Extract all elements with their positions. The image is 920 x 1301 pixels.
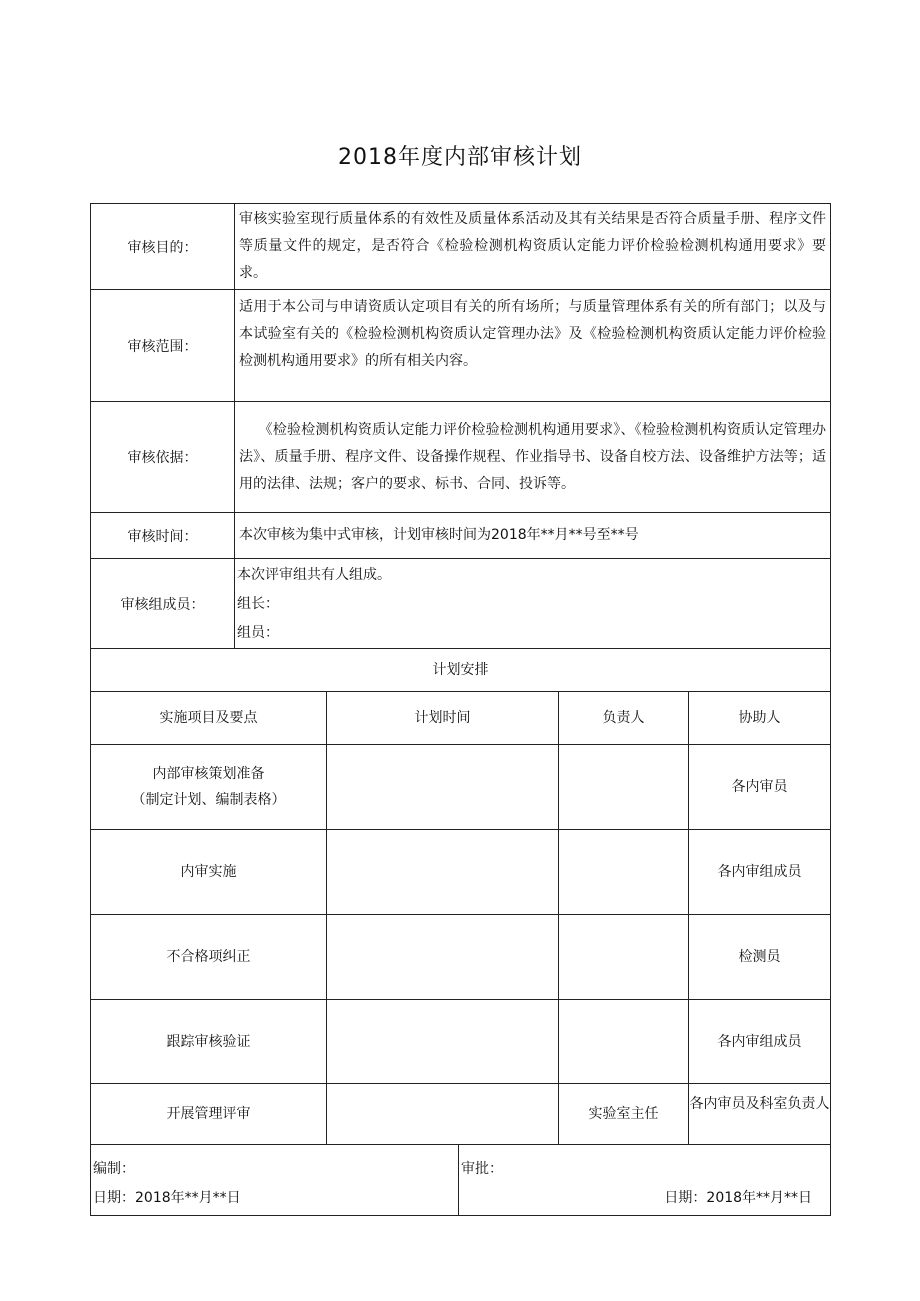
plan-row (91, 1084, 831, 1145)
purpose-text: 审核实验室现行质量体系的有效性及质量体系活动及其有关结果是否符合质量手册、程序文件等质量文件的规定，是否符合《检验检测机构资质认定能力评价检验检测机构通用要求》要求。 (235, 204, 831, 290)
approved-cell (459, 1145, 831, 1216)
time-text: 本次审核为集中式审核，计划审核时间为2018年**月**号至**号 (235, 513, 831, 559)
plan-time (327, 830, 559, 915)
plan-time (327, 745, 559, 830)
plan-owner (559, 915, 689, 1000)
approved-date: 日期：2018年**月**日 (664, 1190, 813, 1206)
page-title: 2018年度内部审核计划 (338, 145, 582, 170)
plan-owner: 实验室主任 (559, 1084, 689, 1145)
plan-time (327, 1000, 559, 1084)
plan-item (91, 745, 327, 830)
time-label: 审核时间： (91, 513, 235, 559)
prepared-date: 日期：2018年**月**日 (93, 1190, 241, 1206)
plan-time (327, 915, 559, 1000)
signature-row (91, 1145, 831, 1216)
prepared-cell (91, 1145, 459, 1216)
approved-label: 审批： (461, 1161, 503, 1177)
members-leader: 组长： (237, 596, 279, 612)
basis-text: 《检验检测机构资质认定能力评价检验检测机构通用要求》、《检验检测机构资质认定管理办法》、质量手册、程序文件、设备操作规程、作业指导书、设备自校方法、设备维护方法等；适用的法律、法规；客户的要求、标书、合同、投诉等。 (235, 402, 831, 513)
purpose-label: 审核目的： (91, 204, 235, 290)
plan-time (327, 1084, 559, 1145)
plan-row (91, 915, 831, 1000)
plan-item-subtitle: （制定计划、编制表格） (131, 792, 286, 808)
scope-text: 适用于本公司与申请资质认定项目有关的所有场所；与质量管理体系有关的所有部门；以及与本试验室有关的《检验检测机构资质认定管理办法》及《检验检测机构资质认定能力评价检验检测机构通用要求》的所有相关内容。 (235, 290, 831, 402)
plan-item: 不合格项纠正 (91, 915, 327, 1000)
col-header-assistant: 协助人 (689, 692, 831, 745)
col-header-item: 实施项目及要点 (91, 692, 327, 745)
plan-heading-row (91, 649, 831, 692)
plan-owner (559, 745, 689, 830)
plan-row (91, 830, 831, 915)
plan-assistant: 各内审员 (689, 745, 831, 830)
time-row (91, 513, 831, 559)
plan-owner (559, 830, 689, 915)
plan-item: 开展管理评审 (91, 1084, 327, 1145)
plan-heading: 计划安排 (91, 649, 831, 692)
scope-label: 审核范围： (91, 290, 235, 402)
plan-row (91, 745, 831, 830)
prepared-label: 编制： (93, 1161, 135, 1177)
plan-item: 内审实施 (91, 830, 327, 915)
audit-plan-table (90, 203, 831, 1216)
basis-row (91, 402, 831, 513)
plan-assistant: 检测员 (689, 915, 831, 1000)
members-list: 组员： (237, 625, 279, 641)
plan-assistant: 各内审组成员 (689, 1000, 831, 1084)
plan-item: 跟踪审核验证 (91, 1000, 327, 1084)
members-row (91, 559, 831, 649)
plan-item-title: 内部审核策划准备 (152, 766, 265, 782)
plan-header-row (91, 692, 831, 745)
members-cell (235, 559, 831, 649)
plan-assistant: 各内审组成员 (689, 830, 831, 915)
members-label: 审核组成员： (91, 559, 235, 649)
col-header-time: 计划时间 (327, 692, 559, 745)
plan-owner (559, 1000, 689, 1084)
members-count: 本次评审组共有人组成。 (237, 567, 391, 583)
purpose-row (91, 204, 831, 290)
plan-row (91, 1000, 831, 1084)
col-header-owner: 负责人 (559, 692, 689, 745)
basis-label: 审核依据： (91, 402, 235, 513)
plan-assistant: 各内审员及科室负责人 (689, 1084, 831, 1145)
scope-row (91, 290, 831, 402)
